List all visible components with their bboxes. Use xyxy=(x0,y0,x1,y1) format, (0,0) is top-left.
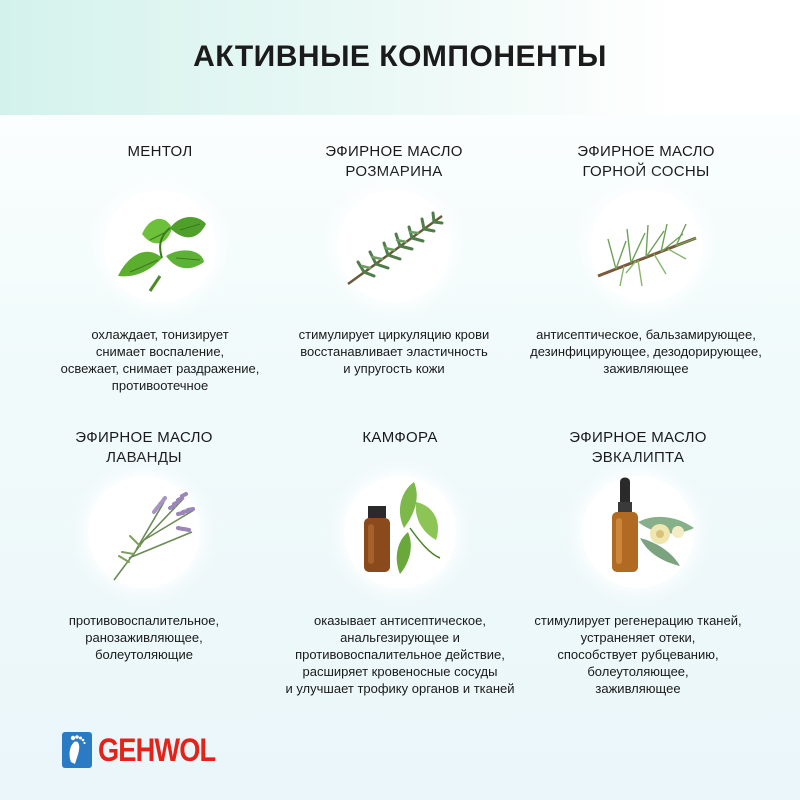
eucalyptus-oil-bottle-icon xyxy=(568,462,708,602)
component-card-menthol xyxy=(30,142,290,394)
component-image xyxy=(344,476,456,588)
foot-icon xyxy=(62,732,92,768)
component-description: антисептическое, бальзамирующее, дезинфицирующее, дезодорирующее, заживляющее xyxy=(530,327,762,376)
component-name: МЕНТОЛ xyxy=(127,143,193,160)
lavender-sprig-icon xyxy=(74,462,214,602)
component-name: ЭФИРНОЕ МАСЛО ЭВКАЛИПТА xyxy=(569,429,707,466)
page-title: АКТИВНЫЕ КОМПОНЕНТЫ xyxy=(193,40,607,73)
component-image xyxy=(338,190,450,302)
pine-branch-icon xyxy=(576,176,716,316)
component-name: ЭФИРНОЕ МАСЛО РОЗМАРИНА xyxy=(325,143,463,180)
component-name: КАМФОРА xyxy=(362,429,438,446)
component-card-pine xyxy=(516,142,776,377)
component-description: противовоспалительное, ранозаживляющее, болеутоляющие xyxy=(68,613,220,662)
component-card-rosemary xyxy=(264,142,524,377)
rosemary-sprig-icon xyxy=(324,176,464,316)
component-name: ЭФИРНОЕ МАСЛО ГОРНОЙ СОСНЫ xyxy=(577,143,715,180)
component-card-eucalyptus xyxy=(508,428,768,697)
component-description: оказывает антисептическое, анальгезирующее и противовоспалительное действие, расширяет кровеносные сосуды и улучшает трофику органов и тканей xyxy=(285,613,515,696)
mint-leaves-icon xyxy=(90,176,230,316)
component-description: стимулирует регенерацию тканей, устраненяет отеки, способствует рубцеванию, болеутоляющее, заживляющее xyxy=(534,613,742,696)
brand-logo-text: GEHWOL xyxy=(98,732,216,768)
component-image xyxy=(582,476,694,588)
component-card-lavender xyxy=(14,428,274,663)
component-image xyxy=(590,190,702,302)
component-image xyxy=(104,190,216,302)
camphor-oil-bottle-icon xyxy=(330,462,470,602)
component-name: ЭФИРНОЕ МАСЛО ЛАВАНДЫ xyxy=(75,429,213,466)
component-image xyxy=(88,476,200,588)
component-description: стимулирует циркуляцию крови восстанавливает эластичность и упругость кожи xyxy=(298,327,490,376)
component-description: охлаждает, тонизирует снимает воспаление, освежает, снимает раздражение, противоотечное xyxy=(60,327,260,393)
component-card-camphor xyxy=(270,428,530,697)
